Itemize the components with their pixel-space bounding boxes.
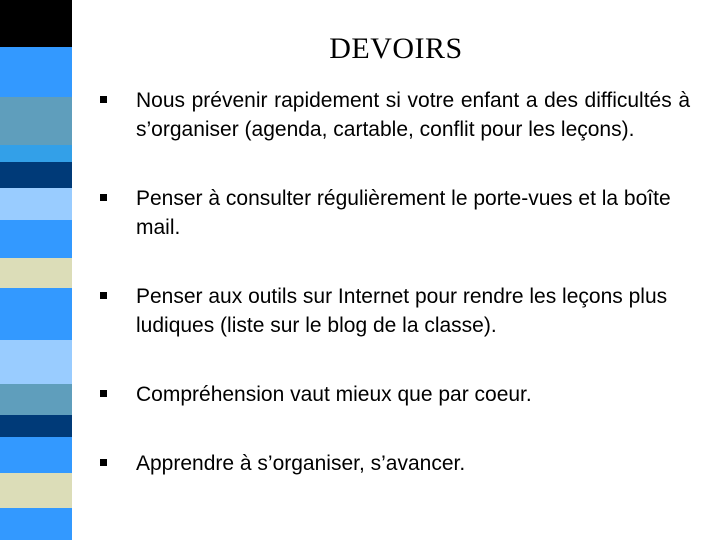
square-bullet-icon <box>100 292 107 299</box>
square-bullet-icon <box>100 459 107 466</box>
stripe-segment <box>0 162 72 188</box>
stripe-segment <box>0 188 72 220</box>
bullet-item <box>96 380 690 409</box>
stripe-segment <box>0 384 72 415</box>
stripe-segment <box>0 415 72 437</box>
stripe-segment <box>0 220 72 258</box>
bullet-text: Nous prévenir rapidement si votre enfant a des difficultés à s’organiser (agenda, cartable, conflit pour les leçons). <box>136 89 690 141</box>
bullet-text: Penser à consulter régulièrement le porte-vues et la boîte mail. <box>136 187 671 239</box>
bullet-item <box>96 282 690 340</box>
decorative-color-stripe <box>0 0 72 540</box>
stripe-segment <box>0 437 72 473</box>
stripe-segment <box>0 0 72 47</box>
bullet-text: Penser aux outils sur Internet pour rendre les leçons plus ludiques (liste sur le blog de la classe). <box>136 285 668 337</box>
stripe-segment <box>0 145 72 162</box>
bullet-item <box>96 449 690 478</box>
stripe-segment <box>0 258 72 288</box>
square-bullet-icon <box>100 390 107 397</box>
square-bullet-icon <box>100 96 107 103</box>
stripe-segment <box>0 473 72 508</box>
square-bullet-icon <box>100 194 107 201</box>
bullet-item <box>96 86 690 144</box>
stripe-segment <box>0 340 72 384</box>
stripe-segment <box>0 97 72 145</box>
bullet-item <box>96 184 690 242</box>
bullet-text: Compréhension vaut mieux que par coeur. <box>136 383 532 406</box>
stripe-segment <box>0 288 72 340</box>
stripe-segment <box>0 47 72 97</box>
slide-title: DEVOIRS <box>329 32 463 65</box>
bullet-list <box>96 86 690 518</box>
bullet-text: Apprendre à s’organiser, s’avancer. <box>136 452 466 475</box>
stripe-segment <box>0 508 72 540</box>
